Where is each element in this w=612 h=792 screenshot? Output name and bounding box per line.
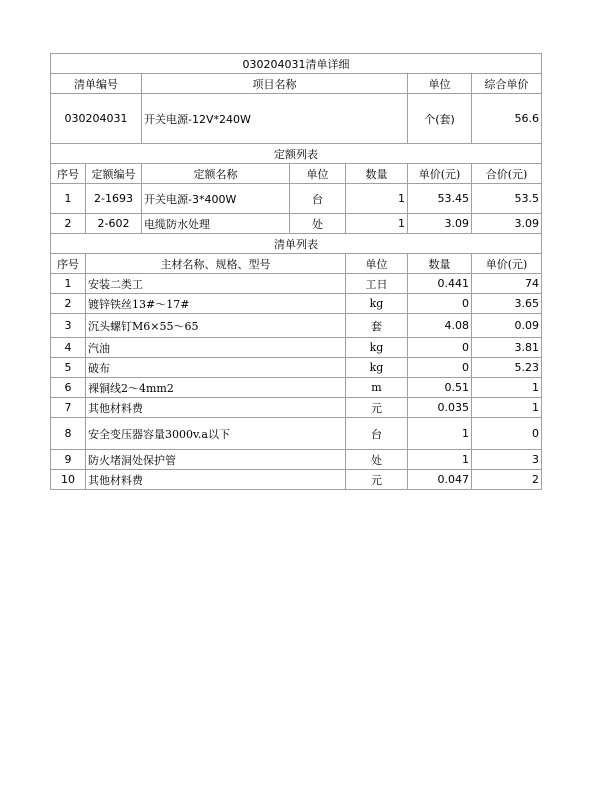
material-unit: 套 — [346, 314, 408, 338]
material-name: 安装二类工 — [86, 274, 346, 294]
bill-summary-row — [51, 94, 542, 144]
quota-col-total: 合价(元) — [472, 164, 542, 184]
material-unit: kg — [346, 358, 408, 378]
material-price: 2 — [472, 470, 542, 490]
material-name: 防火堵洞处保护管 — [86, 450, 346, 470]
material-name: 其他材料费 — [86, 398, 346, 418]
material-no: 9 — [51, 450, 86, 470]
material-name: 汽油 — [86, 338, 346, 358]
materials-col-price: 单价(元) — [472, 254, 542, 274]
material-unit: 工日 — [346, 274, 408, 294]
quota-row — [51, 184, 542, 214]
quota-no: 2 — [51, 214, 86, 234]
material-no: 4 — [51, 338, 86, 358]
material-name: 安全变压器容量3000v.a以下 — [86, 418, 346, 450]
material-unit: kg — [346, 294, 408, 314]
material-qty: 0.047 — [408, 470, 472, 490]
material-unit: kg — [346, 338, 408, 358]
materials-row — [51, 338, 542, 358]
quota-header-row — [51, 164, 542, 184]
material-name: 沉头螺钉M6×55～65 — [86, 314, 346, 338]
quota-qty: 1 — [346, 184, 408, 214]
material-price: 5.23 — [472, 358, 542, 378]
material-unit: 元 — [346, 398, 408, 418]
material-name: 其他材料费 — [86, 470, 346, 490]
materials-row — [51, 398, 542, 418]
material-no: 8 — [51, 418, 86, 450]
material-price: 3 — [472, 450, 542, 470]
bill-code: 030204031 — [51, 94, 142, 144]
header-unit-label: 单位 — [408, 74, 472, 94]
quota-total: 53.5 — [472, 184, 542, 214]
material-price: 0 — [472, 418, 542, 450]
material-no: 5 — [51, 358, 86, 378]
quota-code: 2-602 — [86, 214, 142, 234]
quota-row — [51, 214, 542, 234]
quota-total: 3.09 — [472, 214, 542, 234]
materials-row — [51, 450, 542, 470]
materials-col-name: 主材名称、规格、型号 — [86, 254, 346, 274]
materials-row — [51, 418, 542, 450]
material-no: 6 — [51, 378, 86, 398]
header-code-label: 清单编号 — [51, 74, 142, 94]
material-price: 0.09 — [472, 314, 542, 338]
material-no: 7 — [51, 398, 86, 418]
material-price: 3.81 — [472, 338, 542, 358]
quota-section-title: 定额列表 — [51, 144, 542, 164]
quota-unit: 处 — [290, 214, 346, 234]
quota-col-unit: 单位 — [290, 164, 346, 184]
material-no: 2 — [51, 294, 86, 314]
bill-price: 56.6 — [472, 94, 542, 144]
materials-row — [51, 314, 542, 338]
material-price: 1 — [472, 378, 542, 398]
header-price-label: 综合单价 — [472, 74, 542, 94]
quota-code: 2-1693 — [86, 184, 142, 214]
quota-qty: 1 — [346, 214, 408, 234]
materials-body — [51, 274, 542, 490]
material-qty: 0 — [408, 294, 472, 314]
quota-col-name: 定额名称 — [142, 164, 290, 184]
material-price: 74 — [472, 274, 542, 294]
material-name: 镀锌铁丝13#～17# — [86, 294, 346, 314]
material-qty: 0.035 — [408, 398, 472, 418]
bill-unit: 个(套) — [408, 94, 472, 144]
material-name: 裸铜线2～4mm2 — [86, 378, 346, 398]
quota-price: 3.09 — [408, 214, 472, 234]
page-title: 030204031清单详细 — [51, 54, 542, 74]
quota-unit: 台 — [290, 184, 346, 214]
quota-name: 电缆防水处理 — [142, 214, 290, 234]
materials-row — [51, 378, 542, 398]
material-unit: 元 — [346, 470, 408, 490]
header-row — [51, 74, 542, 94]
material-qty: 4.08 — [408, 314, 472, 338]
quota-col-qty: 数量 — [346, 164, 408, 184]
materials-header-row — [51, 254, 542, 274]
materials-col-qty: 数量 — [408, 254, 472, 274]
materials-col-unit: 单位 — [346, 254, 408, 274]
quota-no: 1 — [51, 184, 86, 214]
material-price: 1 — [472, 398, 542, 418]
materials-section-title: 清单列表 — [51, 234, 542, 254]
material-unit: 台 — [346, 418, 408, 450]
bill-detail-table — [50, 53, 542, 490]
material-qty: 0 — [408, 338, 472, 358]
quota-name: 开关电源-3*400W — [142, 184, 290, 214]
materials-row — [51, 470, 542, 490]
material-qty: 0 — [408, 358, 472, 378]
bill-name: 开关电源-12V*240W — [142, 94, 408, 144]
material-qty: 0.51 — [408, 378, 472, 398]
material-qty: 1 — [408, 450, 472, 470]
quota-col-price: 单价(元) — [408, 164, 472, 184]
materials-row — [51, 358, 542, 378]
material-no: 10 — [51, 470, 86, 490]
material-qty: 0.441 — [408, 274, 472, 294]
materials-row — [51, 294, 542, 314]
material-name: 破布 — [86, 358, 346, 378]
materials-row — [51, 274, 542, 294]
quota-col-no: 序号 — [51, 164, 86, 184]
material-no: 1 — [51, 274, 86, 294]
material-no: 3 — [51, 314, 86, 338]
quota-col-code: 定额编号 — [86, 164, 142, 184]
material-price: 3.65 — [472, 294, 542, 314]
header-name-label: 项目名称 — [142, 74, 408, 94]
material-unit: 处 — [346, 450, 408, 470]
materials-col-no: 序号 — [51, 254, 86, 274]
material-qty: 1 — [408, 418, 472, 450]
quota-price: 53.45 — [408, 184, 472, 214]
material-unit: m — [346, 378, 408, 398]
